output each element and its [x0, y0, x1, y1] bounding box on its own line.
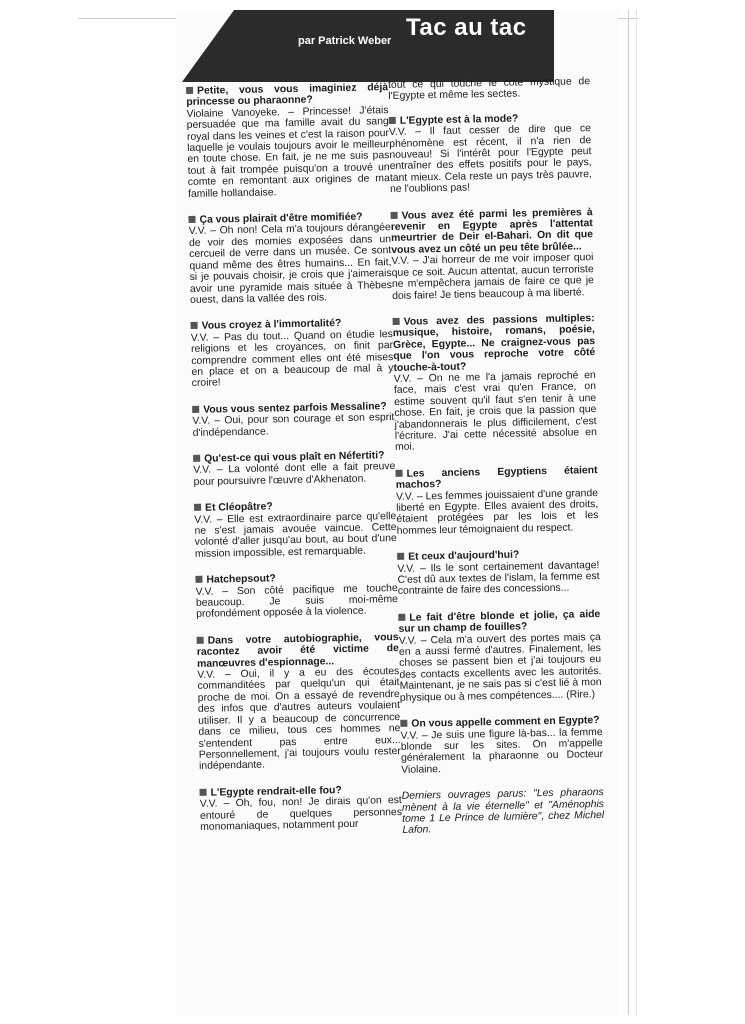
question-text: Les anciens Egyptiens étaient machos? — [395, 464, 598, 492]
question-text: Et ceux d'aujourd'hui? — [408, 549, 520, 563]
continued-answer: tout ce qui touche le côté mystique de l'Egypte et même les sectes. — [388, 76, 591, 103]
article-column-right — [388, 76, 604, 836]
question — [197, 632, 400, 670]
qa-block — [397, 548, 600, 597]
qa-block — [393, 313, 598, 454]
qa-block — [188, 211, 392, 306]
bullet-square-icon — [389, 117, 396, 124]
question-text: Vous vous sentez parfois Messaline? — [203, 400, 387, 416]
question-text: Ça vous plairait d'être momifiée? — [199, 211, 363, 226]
answer: V.V. – Oh, fou, non! Je dirais qu'on est entouré de quelques personnes monomaniaques, notamment pour — [199, 795, 403, 833]
bullet-square-icon — [391, 211, 398, 218]
answer: V.V. – Les femmes jouissaient d'une grande liberté en Egypte. Elles avaient des droits, étaient protégées par les lois et les hommes leur témoignaient du respect. — [395, 487, 599, 537]
answer: V.V. – Son côté pacifique me touche beaucoup. Je suis moi-même profondément opposée à la violence. — [195, 582, 399, 621]
qa-block — [192, 401, 395, 439]
answer: V.V. – Oh non! Cela m'a toujours dérangée de voir des momies exposées dans un cercueil de verre dans un musée. Ce sont quand même des êtres humains... En fait, si je pouvais choisir, je crois que j'aimerais avoir une pyramide mais située à Thèbes ouest, dans la vallée des rois. — [188, 222, 392, 306]
answer: V.V. – Elle est extraordinaire parce qu'elle ne s'est jamais avouée vaincue. Cette volonté d'aller jusqu'au bout, au bout d'une mission impossible, est remarquable. — [194, 510, 397, 560]
question — [391, 207, 594, 256]
article-column-left — [186, 82, 403, 848]
question-text: Vous croyez à l'immortalité? — [201, 318, 342, 333]
question-text: L'Egypte est à la mode? — [399, 113, 519, 127]
column-title: Tac au tac — [406, 14, 527, 41]
question-text: On vous appelle comment en Egypte? — [411, 715, 600, 730]
answer: V.V. – Je suis une figure là-bas... la femme blonde sur les sites. On m'appelle généralement la pharaonne ou Docteur Violaine. — [400, 726, 604, 776]
bullet-square-icon — [395, 470, 402, 477]
answer: V.V. – Oui, pour son courage et son esprit d'indépendance. — [192, 412, 395, 439]
qa-block — [199, 784, 402, 833]
bullet-square-icon — [393, 318, 400, 325]
bullet-square-icon — [193, 455, 200, 462]
qa-block — [195, 571, 398, 620]
question-text: Et Cléopâtre? — [205, 501, 273, 514]
byline: par Patrick Weber — [298, 35, 392, 47]
bullet-square-icon — [397, 553, 404, 560]
question-text: Qu'est-ce qui vous plaît en Néfertiti? — [204, 450, 385, 465]
question-text: Petite, vous vous imaginiez déjà princesse ou pharaonne? — [186, 82, 389, 109]
bullet-square-icon — [186, 87, 193, 94]
question-text: Dans votre autobiographie, vous racontez avoir été victime de manœuvres d'espionnage... — [196, 631, 399, 670]
qa-block — [398, 609, 602, 704]
bullet-square-icon — [191, 322, 198, 329]
answer: Violaine Vanoyeke. – Princesse! J'étais persuadée que ma famille avait du sang royal dans les veines et c'est la raison pour laquelle je voulais toujours avoir le meilleur en toute chose. En fait, je ne me suis pas tout à fait trompée puisqu'on a trouvé un comte en remontant aux origines de ma famille hollandaise. — [186, 104, 390, 200]
recent-books-note: Derniers ouvrages parus: "Les pharaons mènent à la vie éternelle" et "Aménophis tome 1 Le Prince de lumière", chez Michel Lafon. — [401, 787, 605, 837]
qa-block — [400, 715, 603, 776]
question — [393, 313, 596, 374]
question-text: Le fait d'être blonde et jolie, ça aide sur un champ de fouilles? — [398, 608, 601, 636]
bullet-square-icon — [194, 504, 201, 511]
answer: V.V. – La volonté dont elle a fait preuve pour poursuivre l'œuvre d'Akhenaton. — [193, 461, 396, 488]
answer: V.V. – Il faut cesser de dire que ce phénomène est récent, il n'a rien de nouveau! Si l'intérêt pour l'Egypte peut entraîner des effets positifs pour le pays, tant mieux. Cela reste un pays très pauvre, ne l'oublions pas! — [388, 123, 592, 196]
bullet-square-icon — [195, 576, 202, 583]
bullet-square-icon — [398, 614, 405, 621]
qa-block — [395, 465, 598, 537]
bullet-square-icon — [197, 637, 204, 644]
answer: V.V. – Ils le sont certainement davantage! C'est dû aux textes de l'islam, la femme est contrainte de faire des concessions... — [397, 559, 600, 598]
qa-block — [191, 317, 394, 389]
question-text: Vous avez été parmi les premières à revenir en Egypte après l'attentat meurtrier de Deir el-Bahari. On dit que vous avez un côté un peu tête brûlée... — [390, 206, 594, 256]
answer: V.V. – Cela m'a ouvert des portes mais ça en a aussi fermé d'autres. Finalement, les choses se passent bien et j'ai toujours eu des contacts excellents avec les autorités. Maintenant, je ne sais pas si c'est lié à mon physique ou à mes compétences.... (Rire.) — [398, 631, 602, 704]
qa-block — [391, 207, 595, 302]
qa-block — [194, 499, 397, 560]
answer: V.V. – Pas du tout... Quand on étudie les religions et les croyances, on finit par comprendre comment elles ont été mises en place et on a beaucoup de mal à y croire! — [190, 328, 394, 390]
question-text: L'Egypte rendrait-elle fou? — [210, 784, 342, 799]
qa-block — [193, 450, 396, 488]
qa-block — [197, 632, 402, 773]
page-edge-shadow — [636, 10, 637, 1015]
question-text: Vous avez des passions multiples: musique, histoire, romans, poésie, Grèce, Egypte... Ne craignez-vous pas que l'on vous reproche votre côté touche-à-tout? — [392, 312, 596, 374]
bullet-square-icon — [199, 788, 206, 795]
answer: V.V. – Oui, il y a eu des écoutes commanditées par quelqu'un qui était proche de moi. On a essayé de revendre des infos que d'autres auteurs voulaient utiliser. Il y a beaucoup de concurrence dans ce milieu, tous ces hommes ne s'entendent pas entre eux... Personnellement, j'ai toujours voulu rester indépendante. — [197, 666, 401, 773]
question-text: Hatchepsout? — [206, 573, 276, 586]
bullet-square-icon — [192, 406, 199, 413]
answer: V.V. – On ne me l'a jamais reproché en face, mais c'est vrai qu'en France, on estime souvent qu'il faut s'en tenir à une chose. En fait, je crois que la passion que j'abandonnerais le plus difficilement, c'est l'écriture. J'ai cette nécessité absolue en moi. — [393, 370, 597, 454]
qa-block — [389, 112, 592, 196]
bullet-square-icon — [188, 216, 195, 223]
answer: V.V. – J'ai horreur de me voir imposer quoi que ce soit. Aucun attentat, aucun terroriste ne m'empêchera jamais de faire ce que je dois faire! Je tiens beaucoup à ma liberté. — [391, 252, 594, 302]
page-edge — [628, 10, 629, 1015]
bullet-square-icon — [400, 720, 407, 727]
qa-block — [186, 82, 390, 200]
